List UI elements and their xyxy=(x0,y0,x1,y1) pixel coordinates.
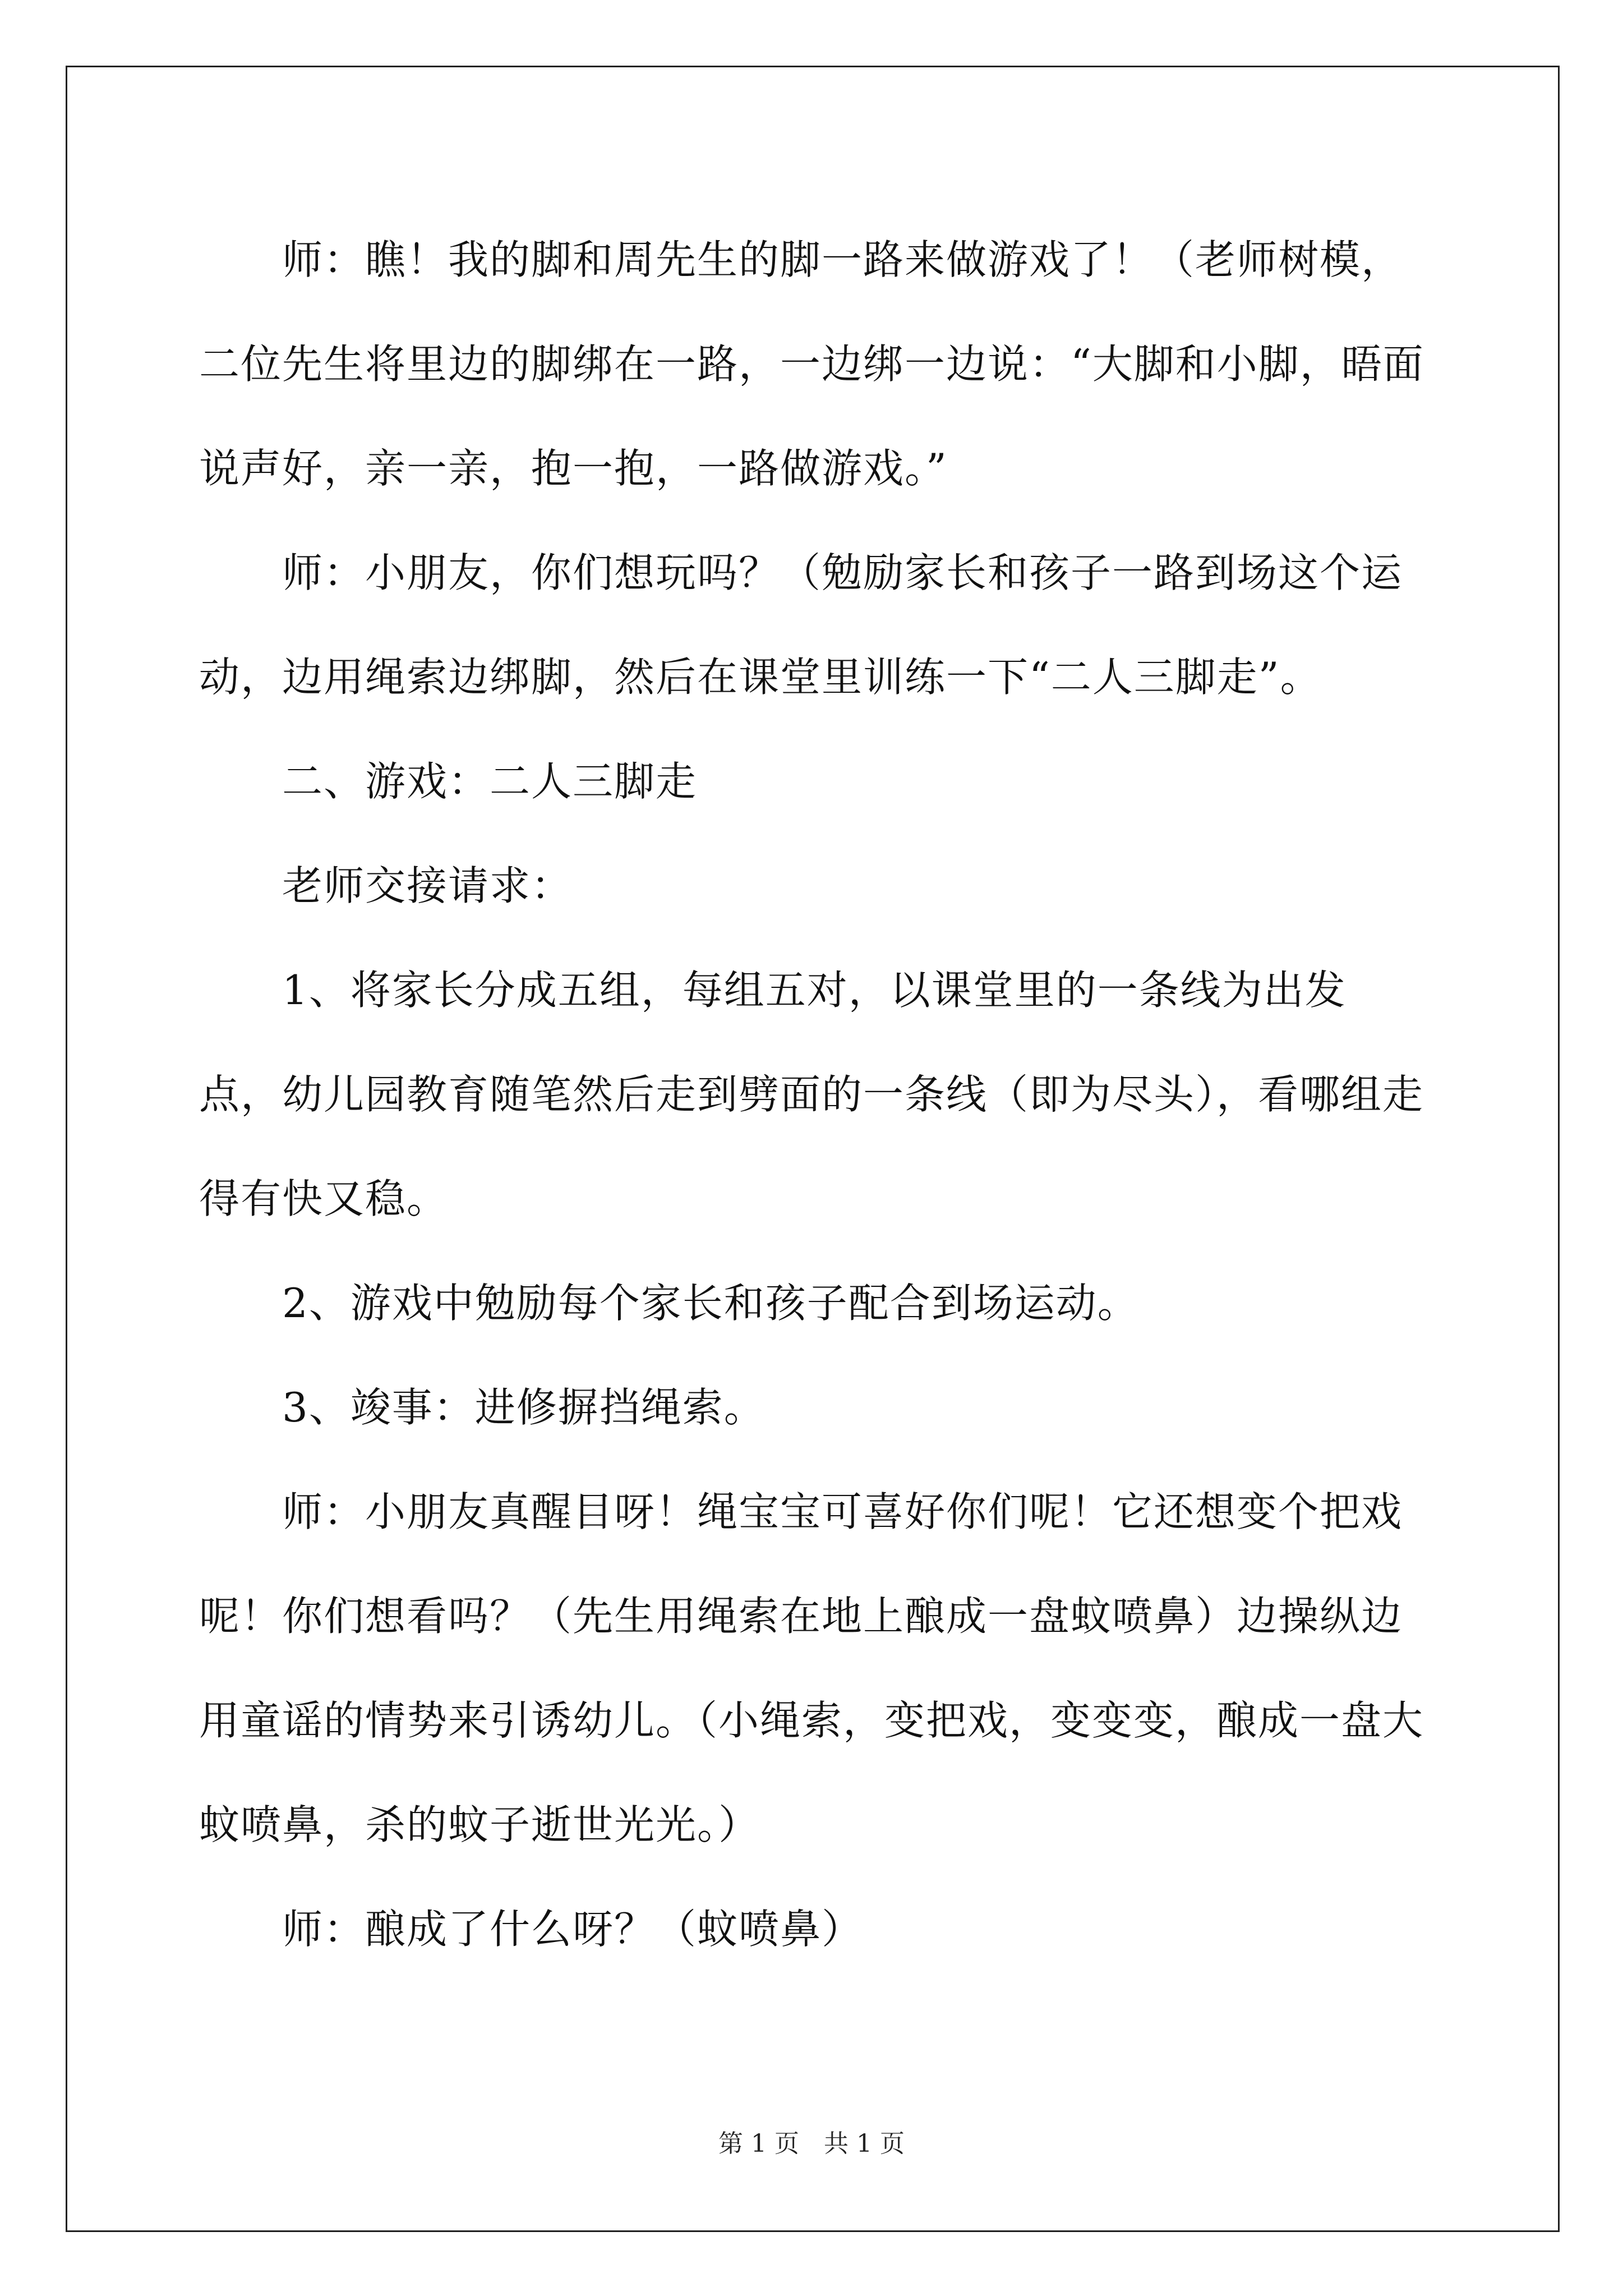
list-item: 1、将家长分成五组，每组五对，以课堂里的一条线为出发点，幼儿园教育随笔然后走到劈面的一条线（即为尽头），看哪组走得有快又稳。 xyxy=(199,967,1424,1222)
paragraph: 师：酿成了什么呀？（蚊喷鼻） xyxy=(282,1906,864,1953)
document-body xyxy=(199,208,1427,1981)
list-item: 2、游戏中勉励每个家长和孩子配合到场运动。 xyxy=(282,1280,1139,1327)
paragraph: 师：小朋友真醒目呀！绳宝宝可喜好你们呢！它还想变个把戏呢！你们想看吗？（先生用绳索在地上酿成一盘蚊喷鼻）边操纵边用童谣的情势来引诱幼儿。（小绳索，变把戏，变变变，酿成一盘大蚊喷鼻，杀的蚊子逝世光光。） xyxy=(199,1488,1424,1848)
paragraph: 老师交接请求： xyxy=(282,862,573,909)
paragraph: 师：瞧！我的脚和周先生的脚一路来做游戏了！（老师树模，二位先生将里边的脚绑在一路，一边绑一边说：“大脚和小脚，晤面说声好，亲一亲，抱一抱，一路做游戏。” xyxy=(199,236,1424,492)
paragraph: 师：小朋友，你们想玩吗？（勉励家长和孩子一路到场这个运动，边用绳索边绑脚，然后在课堂里训练一下“二人三脚走”。 xyxy=(199,549,1403,701)
list-item: 3、竣事：进修摒挡绳索。 xyxy=(282,1384,766,1431)
section-heading: 二、游戏：二人三脚走 xyxy=(282,758,698,805)
page-number-footer: 第 1 页 共 1 页 xyxy=(718,2129,905,2158)
